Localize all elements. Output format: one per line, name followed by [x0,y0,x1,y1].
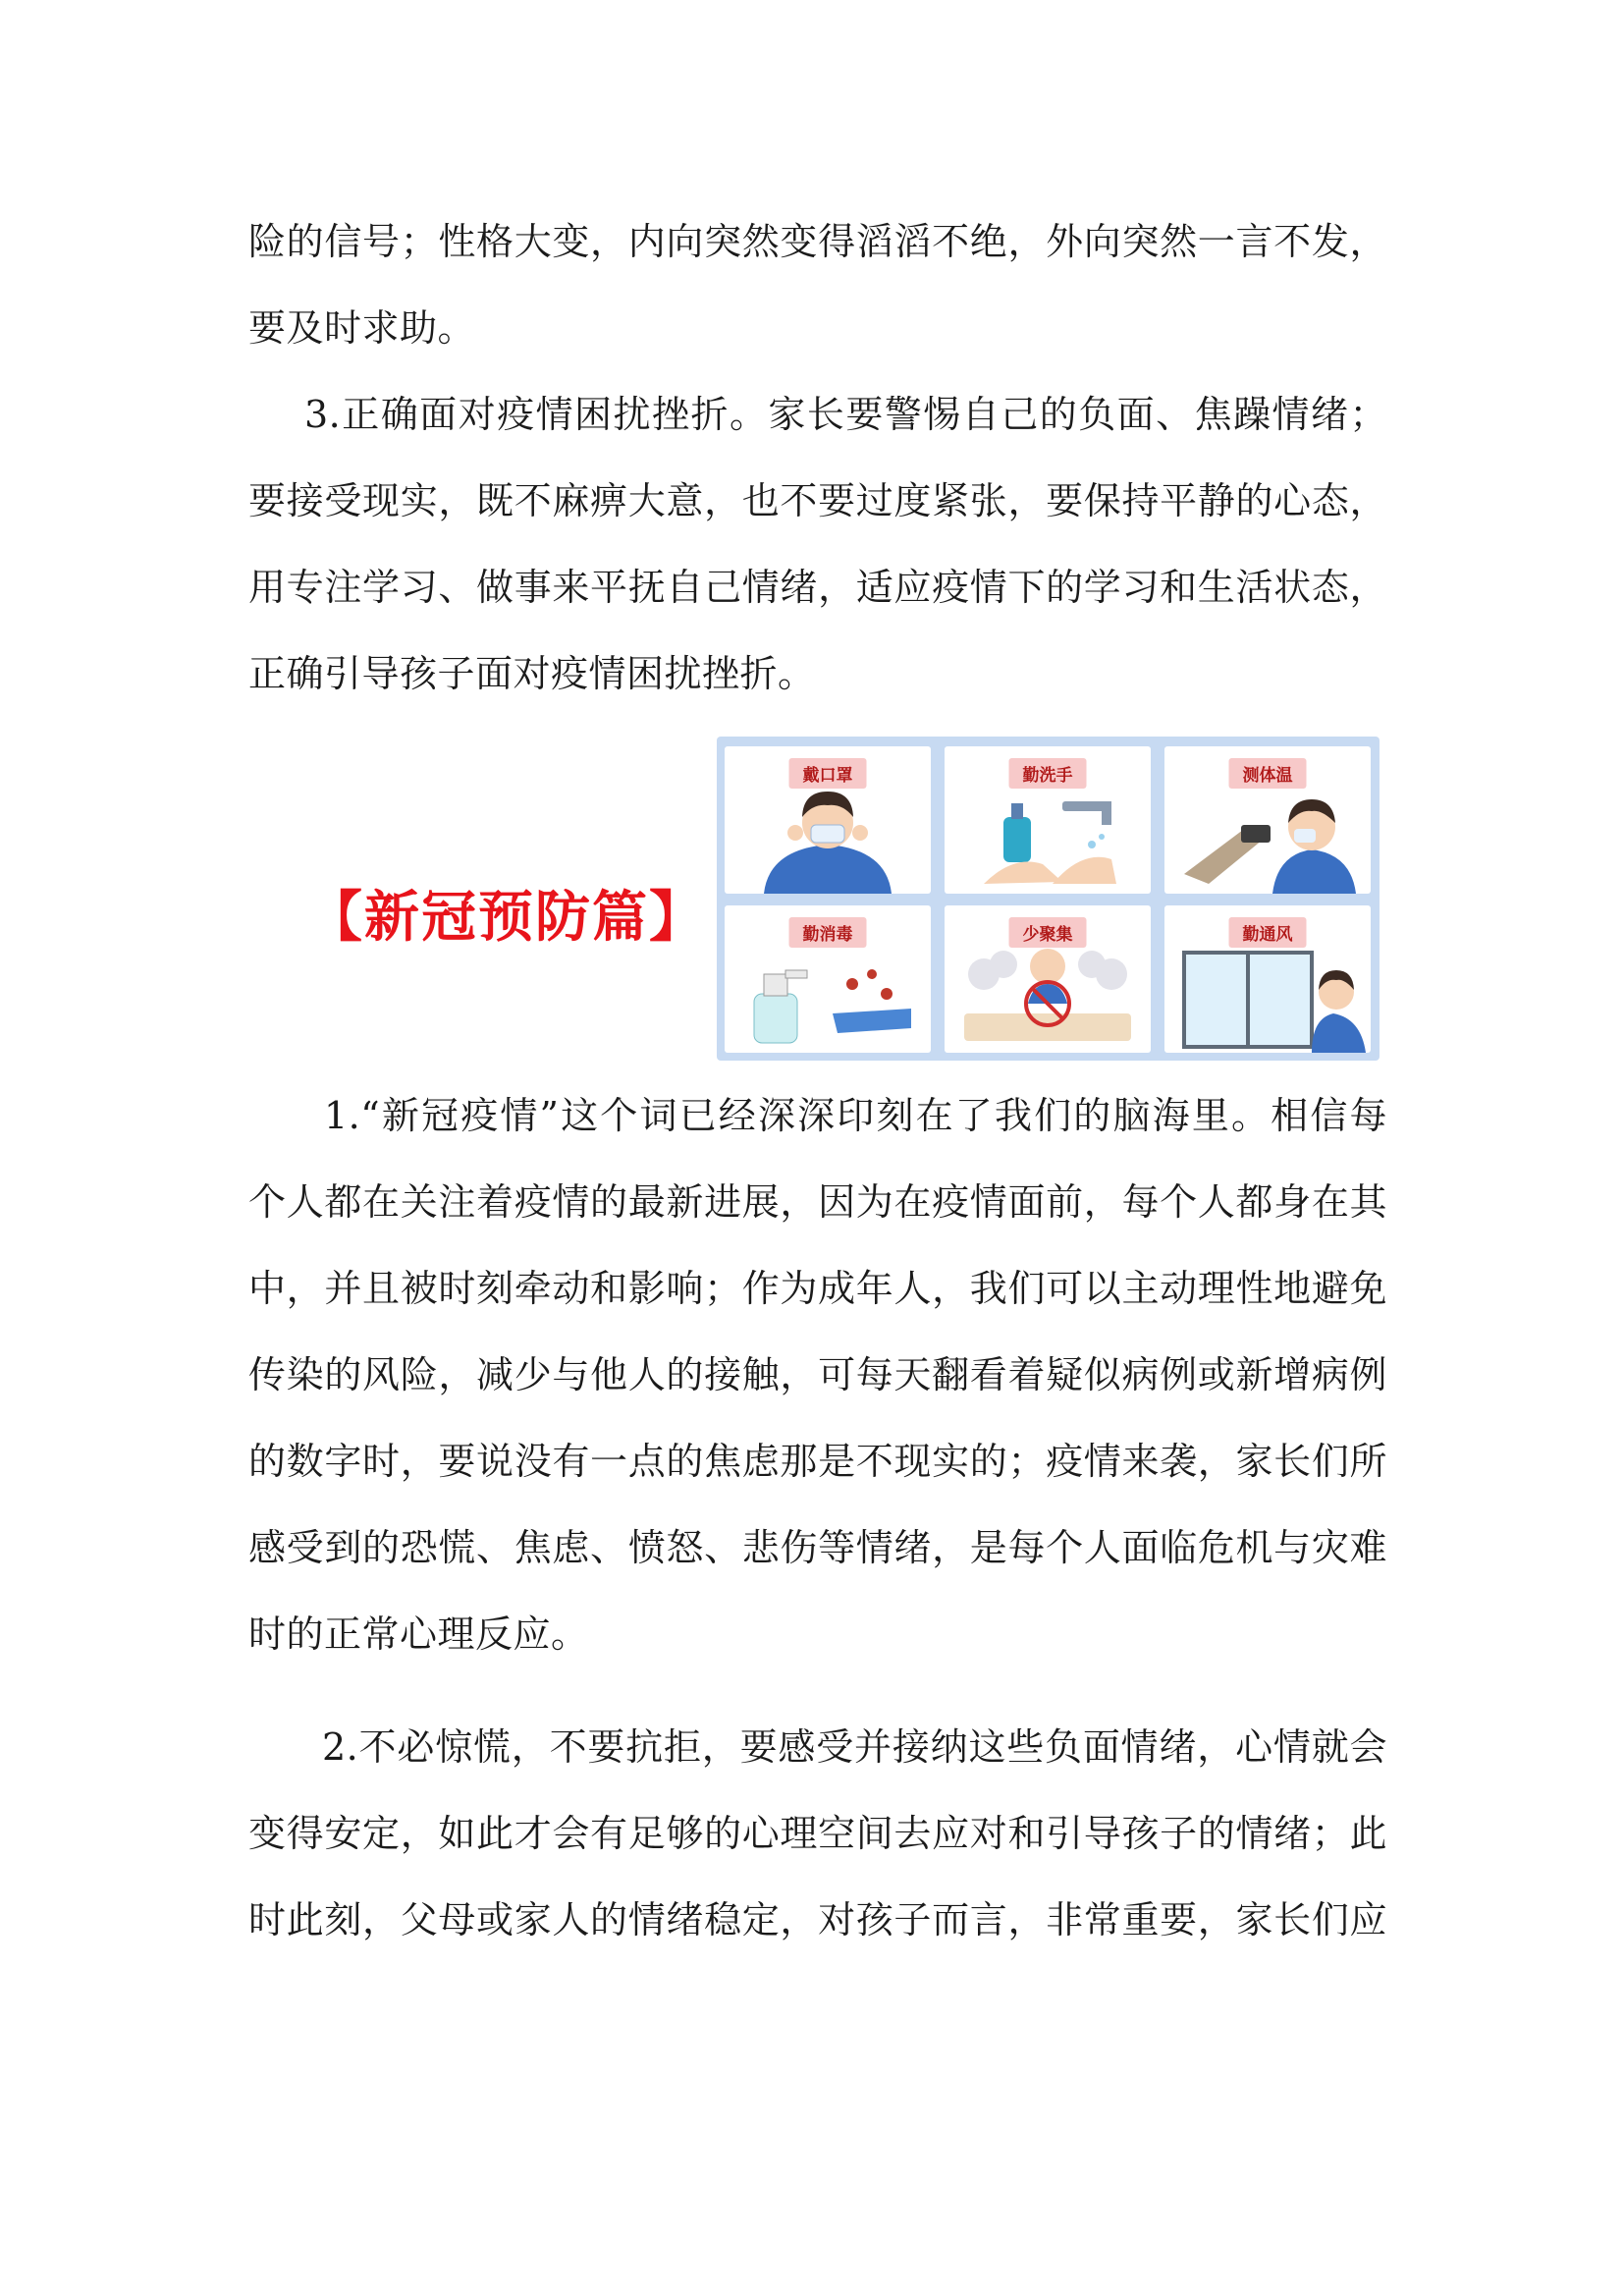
illustration-cell-disinfect [725,905,931,1053]
paragraph-line: 中，并且被时刻牵动和影响；作为成年人，我们可以主动理性地避免 [248,1267,1387,1310]
illustration-cell-temperature [1164,746,1371,894]
cell-label: 测体温 [1229,758,1307,789]
paragraph-line: 险的信号；性格大变，内向突然变得滔滔不绝，外向突然一言不发， [248,220,1387,263]
illustration-cell-handwash [945,746,1151,894]
cell-label: 勤洗手 [1009,758,1087,789]
paragraph-line: 的数字时，要说没有一点的焦虑那是不现实的；疫情来袭，家长们所 [248,1440,1387,1483]
paragraph-line: 变得安定，如此才会有足够的心理空间去应对和引导孩子的情绪；此 [248,1812,1387,1855]
illustration-cell-mask [725,746,931,894]
illustration-cell-ventilate [1164,905,1371,1053]
paragraph-line: 2.不必惊慌，不要抗拒，要感受并接纳这些负面情绪，心情就会 [322,1725,1387,1769]
cell-label: 勤通风 [1229,917,1307,948]
paragraph-line: 时的正常心理反应。 [248,1613,589,1656]
paragraph-line: 感受到的恐慌、焦虑、愤怒、悲伤等情绪，是每个人面临危机与灾难 [248,1526,1387,1569]
paragraph-line: 1.“新冠疫情”这个词已经深深印刻在了我们的脑海里。相信每 [324,1094,1387,1137]
cell-label: 少聚集 [1009,917,1087,948]
section-title: 【新冠预防篇】 [307,886,706,950]
paragraph-line: 要接受现实，既不麻痹大意，也不要过度紧张，要保持平静的心态， [248,479,1387,522]
paragraph-line: 时此刻，父母或家人的情绪稳定，对孩子而言，非常重要，家长们应 [248,1898,1387,1941]
cell-label: 戴口罩 [789,758,867,789]
cell-label: 勤消毒 [789,917,867,948]
paragraph-line: 传染的风险，减少与他人的接触，可每天翻看着疑似病例或新增病例 [248,1353,1387,1396]
paragraph-line: 用专注学习、做事来平抚自己情绪，适应疫情下的学习和生活状态， [248,566,1387,609]
paragraph-line: 个人都在关注着疫情的最新进展，因为在疫情面前，每个人都身在其 [248,1180,1387,1224]
illustration-cell-no-gathering [945,905,1151,1053]
paragraph-line: 正确引导孩子面对疫情困扰挫折。 [248,652,816,695]
paragraph-line: 3.正确面对疫情困扰挫折。家长要警惕自己的负面、焦躁情绪； [304,393,1387,436]
prevention-illustration [717,737,1380,1061]
paragraph-line: 要及时求助。 [248,306,476,350]
